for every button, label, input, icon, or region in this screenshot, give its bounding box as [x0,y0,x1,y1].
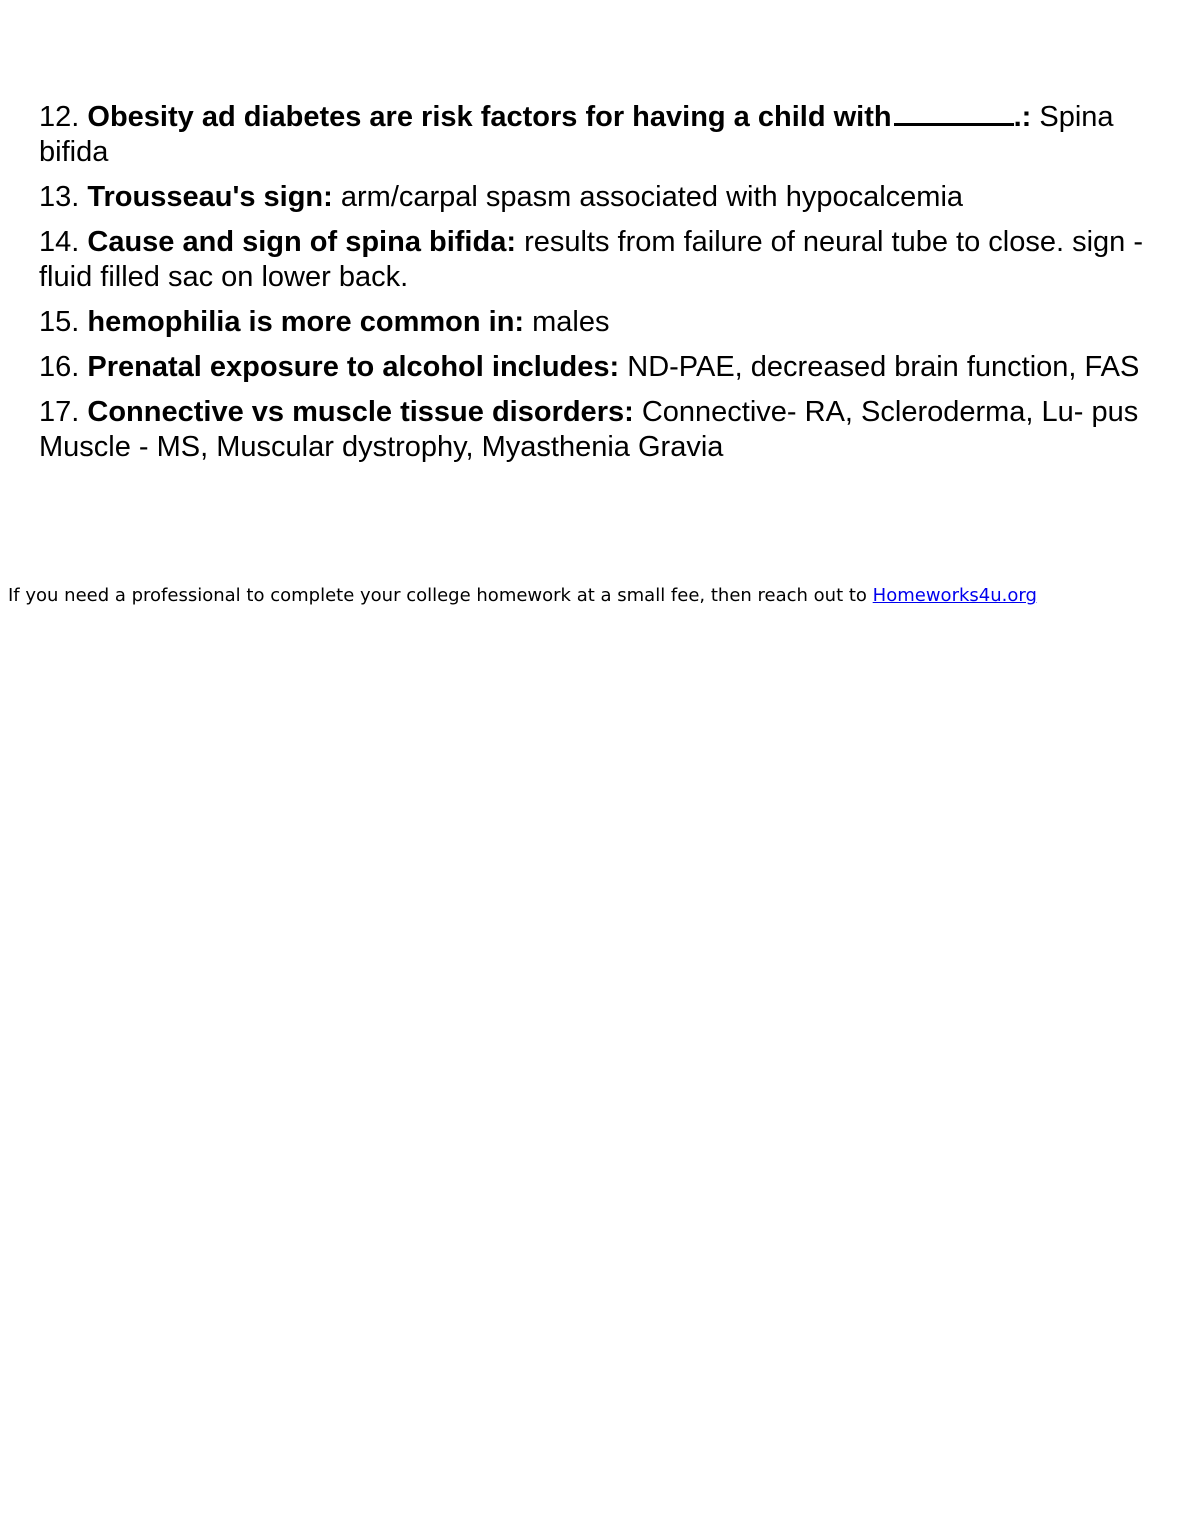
item-number: 13. [39,181,80,213]
answer-blank-line [894,101,1014,126]
item-answer: Connective- RA, Scleroderma, Lu- pus [641,396,1139,428]
item-number: 17. [39,396,80,428]
item-question: Connective vs muscle tissue disorders: [87,396,634,428]
flashcard-item-14 [39,225,1159,295]
item-answer: males [532,306,610,338]
item-question: hemophilia is more common in: [87,306,525,338]
item-question: Prenatal exposure to alcohol includes: [87,351,620,383]
item-question-suffix: .: [1013,101,1032,133]
item-answer-line-2: Muscle - MS, Muscular dystrophy, Myasthenia Gravia [39,431,724,463]
item-question: Trousseau's sign: [87,181,333,213]
item-answer: results from failure of neural tube to close. sign - fluid filled sac on lower back. [39,226,1144,293]
flashcard-item-12 [39,100,1159,170]
item-answer: Spina bifida [39,101,1114,168]
flashcard-item-13 [39,180,1159,215]
item-answer: ND-PAE, decreased brain function, FAS [627,351,1140,383]
item-number: 14. [39,226,80,258]
item-question: Obesity ad diabetes are risk factors for having a child with [87,101,892,133]
item-number: 16. [39,351,80,383]
item-number: 15. [39,306,80,338]
item-question: Cause and sign of spina bifida: [87,226,516,258]
flashcard-item-16 [39,350,1159,385]
item-number: 12. [39,101,80,133]
footer-text: If you need a professional to complete your college homework at a small fee, then reach out to [8,585,873,606]
flashcard-item-15 [39,305,1159,340]
item-answer: arm/carpal spasm associated with hypocalcemia [340,181,964,213]
homeworks4u-link[interactable]: Homeworks4u.org [872,585,1037,606]
flashcard-item-17 [39,395,1159,465]
flashcard-list [39,100,1159,475]
footer-note [8,583,1037,609]
